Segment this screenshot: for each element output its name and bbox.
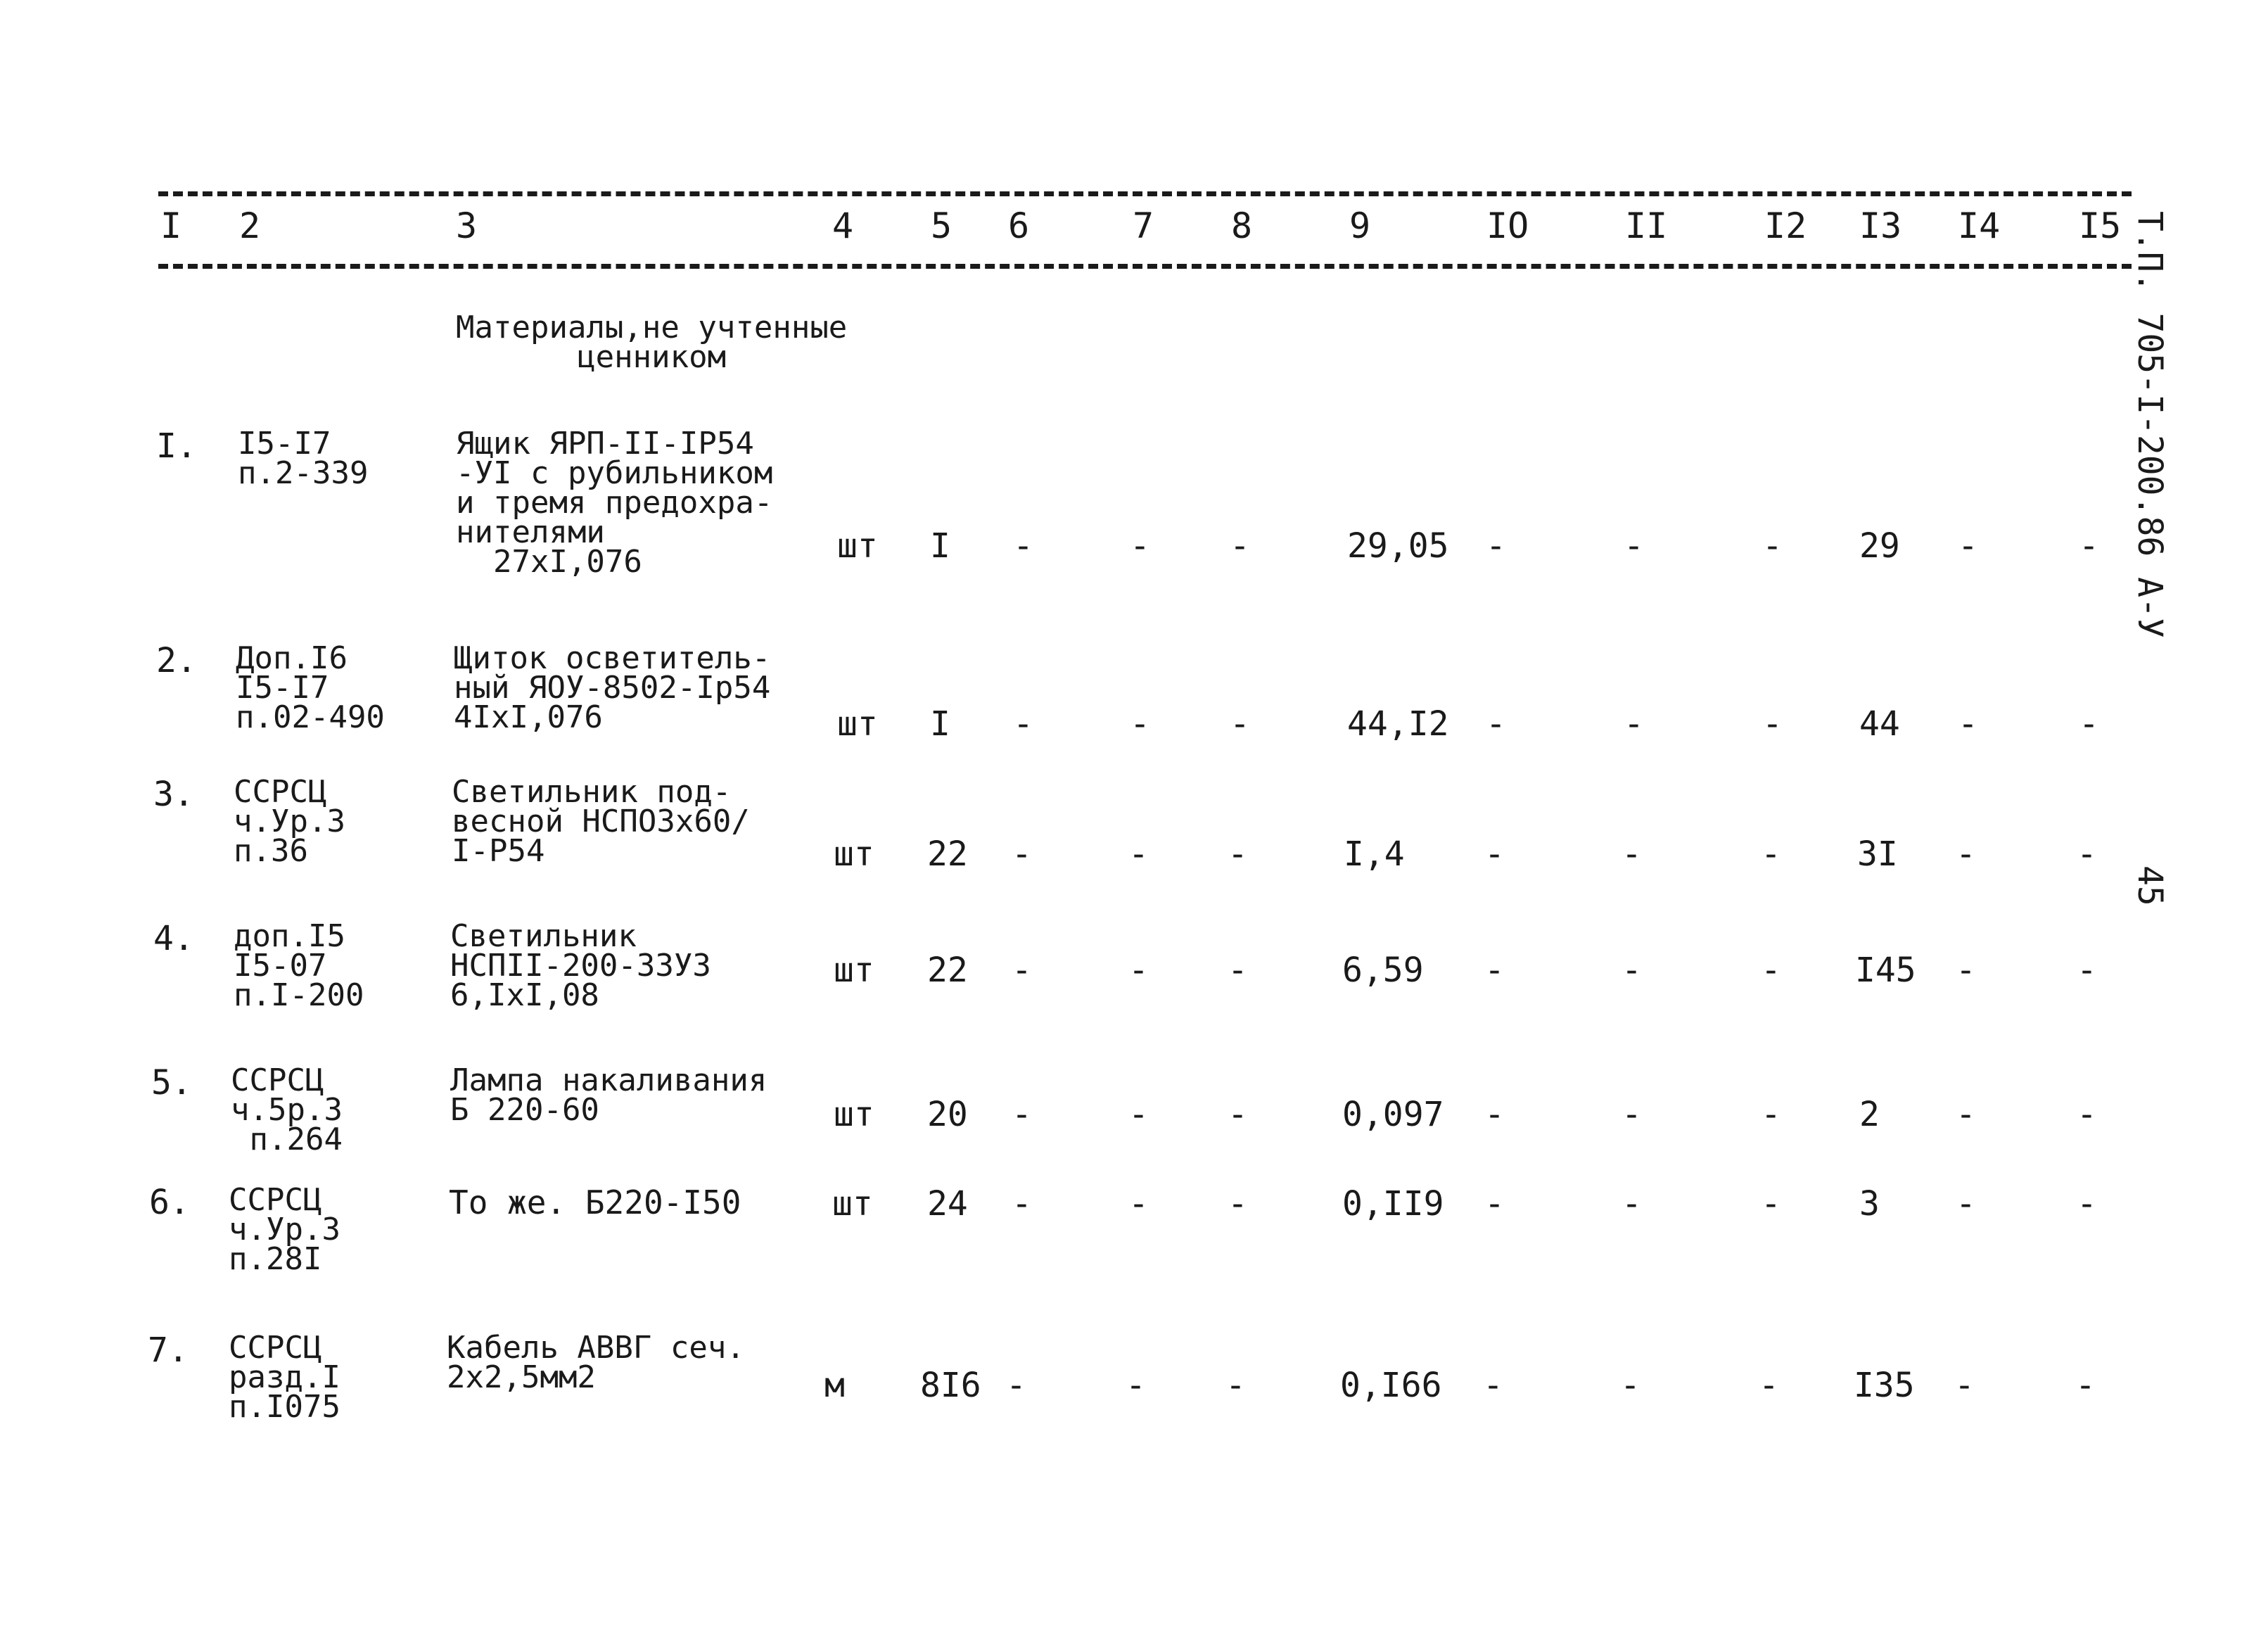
column-header-12: I2 bbox=[1764, 205, 1807, 246]
col10-value: - bbox=[1486, 704, 1506, 744]
unit: шт bbox=[832, 1184, 873, 1224]
unit-price: I,4 bbox=[1344, 834, 1405, 874]
price-code: ССРСЦ ч.5р.3 п.264 bbox=[231, 1062, 343, 1157]
section-title: Материалы,не учтенные ценником bbox=[456, 310, 848, 375]
unit: шт bbox=[837, 526, 878, 566]
col7-value: - bbox=[1126, 1366, 1146, 1405]
total-cost: I45 bbox=[1855, 951, 1916, 990]
quantity: 22 bbox=[927, 951, 968, 990]
col6-value: - bbox=[1012, 1184, 1032, 1224]
col10-value: - bbox=[1483, 1366, 1503, 1405]
quantity: I bbox=[930, 704, 950, 744]
unit-price: 0,I66 bbox=[1340, 1366, 1442, 1405]
column-header-9: 9 bbox=[1349, 205, 1371, 246]
column-header-15: I5 bbox=[2079, 205, 2122, 246]
col7-value: - bbox=[1128, 951, 1149, 990]
total-cost: 3 bbox=[1859, 1184, 1880, 1224]
col14-value: - bbox=[1956, 834, 1976, 874]
col14-value: - bbox=[1956, 1095, 1976, 1134]
price-code: I5-I7 п.2-339 bbox=[238, 426, 369, 491]
col15-value: - bbox=[2077, 951, 2097, 990]
item-name: Светильник НСПII-200-33УЗ 6,IxI,08 bbox=[450, 918, 711, 1013]
col14-value: - bbox=[1958, 704, 1978, 744]
row-number: I. bbox=[156, 426, 197, 466]
col12-value: - bbox=[1762, 704, 1783, 744]
row-number: 3. bbox=[153, 775, 194, 814]
unit-price: 44,I2 bbox=[1347, 704, 1449, 744]
unit: шт bbox=[834, 834, 874, 874]
row-number: 7. bbox=[148, 1330, 189, 1370]
col10-value: - bbox=[1486, 526, 1506, 566]
col6-value: - bbox=[1012, 834, 1032, 874]
unit: шт bbox=[834, 951, 874, 990]
total-cost: 3I bbox=[1857, 834, 1898, 874]
column-header-8: 8 bbox=[1231, 205, 1253, 246]
unit-price: 29,05 bbox=[1347, 526, 1449, 566]
header-top-rule bbox=[158, 191, 2132, 196]
item-name: Светильник под- весной НСПО3x60/ I-P54 bbox=[452, 774, 750, 869]
col15-value: - bbox=[2077, 1095, 2097, 1134]
item-name: Кабель АВВГ сеч. 2x2,5мм2 bbox=[447, 1330, 745, 1395]
col7-value: - bbox=[1130, 526, 1150, 566]
item-name: Ящик ЯРП-II-IP54 -УI с рубильником и тремя предохра- нителями 27xI,076 bbox=[456, 426, 773, 580]
col12-value: - bbox=[1759, 1366, 1779, 1405]
price-code: ССРСЦ разд.I п.I075 bbox=[229, 1330, 340, 1425]
price-code: Доп.I6 I5-I7 п.02-490 bbox=[236, 640, 385, 735]
col10-value: - bbox=[1484, 834, 1505, 874]
col6-value: - bbox=[1012, 1095, 1032, 1134]
col14-value: - bbox=[1956, 1184, 1976, 1224]
col10-value: - bbox=[1484, 951, 1505, 990]
col12-value: - bbox=[1762, 526, 1783, 566]
col12-value: - bbox=[1761, 951, 1781, 990]
column-header-14: I4 bbox=[1958, 205, 2001, 246]
col15-value: - bbox=[2079, 704, 2099, 744]
col6-value: - bbox=[1013, 704, 1033, 744]
item-name: Щиток осветитель- ный ЯОУ-8502-Iр54 4IxI,076 bbox=[454, 640, 771, 735]
col11-value: - bbox=[1624, 704, 1644, 744]
column-header-7: 7 bbox=[1133, 205, 1154, 246]
total-cost: 2 bbox=[1859, 1095, 1880, 1134]
price-code: ССРСЦ ч.Ур.3 п.28I bbox=[229, 1182, 340, 1277]
col10-value: - bbox=[1484, 1184, 1505, 1224]
col7-value: - bbox=[1128, 834, 1149, 874]
column-header-10: IO bbox=[1486, 205, 1529, 246]
quantity: I bbox=[930, 526, 950, 566]
col7-value: - bbox=[1130, 704, 1150, 744]
col8-value: - bbox=[1230, 526, 1250, 566]
unit-price: 0,II9 bbox=[1342, 1184, 1444, 1224]
col14-value: - bbox=[1954, 1366, 1975, 1405]
header-bottom-rule bbox=[158, 264, 2132, 269]
col8-value: - bbox=[1225, 1366, 1246, 1405]
col7-value: - bbox=[1128, 1095, 1149, 1134]
col11-value: - bbox=[1622, 834, 1642, 874]
col6-value: - bbox=[1013, 526, 1033, 566]
total-cost: 29 bbox=[1859, 526, 1900, 566]
col8-value: - bbox=[1228, 834, 1248, 874]
col8-value: - bbox=[1228, 1095, 1248, 1134]
document-designation: Т.П. 705-I-200.86 А-У bbox=[2130, 211, 2170, 638]
unit: м bbox=[824, 1366, 845, 1405]
unit-price: 6,59 bbox=[1342, 951, 1424, 990]
col8-value: - bbox=[1230, 704, 1250, 744]
col15-value: - bbox=[2077, 834, 2097, 874]
col14-value: - bbox=[1958, 526, 1978, 566]
quantity: 22 bbox=[927, 834, 968, 874]
col7-value: - bbox=[1128, 1184, 1149, 1224]
col14-value: - bbox=[1956, 951, 1976, 990]
col6-value: - bbox=[1006, 1366, 1026, 1405]
page-number: 45 bbox=[2130, 865, 2170, 906]
col6-value: - bbox=[1012, 951, 1032, 990]
unit-price: 0,097 bbox=[1342, 1095, 1444, 1134]
row-number: 5. bbox=[151, 1063, 192, 1103]
col15-value: - bbox=[2077, 1184, 2097, 1224]
column-header-6: 6 bbox=[1008, 205, 1030, 246]
row-number: 2. bbox=[156, 641, 197, 680]
col15-value: - bbox=[2079, 526, 2099, 566]
total-cost: 44 bbox=[1859, 704, 1900, 744]
row-number: 4. bbox=[153, 919, 194, 958]
column-header-1: I bbox=[160, 205, 182, 246]
column-header-2: 2 bbox=[239, 205, 261, 246]
column-header-3: 3 bbox=[456, 205, 478, 246]
quantity: 20 bbox=[927, 1095, 968, 1134]
col8-value: - bbox=[1228, 1184, 1248, 1224]
col10-value: - bbox=[1484, 1095, 1505, 1134]
col11-value: - bbox=[1622, 1184, 1642, 1224]
unit: шт bbox=[834, 1095, 874, 1134]
quantity: 8I6 bbox=[920, 1366, 981, 1405]
unit: шт bbox=[837, 704, 878, 744]
row-number: 6. bbox=[149, 1183, 190, 1222]
col11-value: - bbox=[1622, 951, 1642, 990]
column-header-5: 5 bbox=[931, 205, 953, 246]
item-name: То же. Б220-I50 bbox=[449, 1183, 741, 1221]
col8-value: - bbox=[1228, 951, 1248, 990]
quantity: 24 bbox=[927, 1184, 968, 1224]
price-code: доп.I5 I5-07 п.I-200 bbox=[234, 918, 364, 1013]
column-header-11: II bbox=[1625, 205, 1668, 246]
col11-value: - bbox=[1622, 1095, 1642, 1134]
column-header-13: I3 bbox=[1859, 205, 1902, 246]
col12-value: - bbox=[1761, 834, 1781, 874]
total-cost: I35 bbox=[1854, 1366, 1915, 1405]
col12-value: - bbox=[1761, 1184, 1781, 1224]
col15-value: - bbox=[2075, 1366, 2096, 1405]
item-name: Лампа накаливания Б 220-60 bbox=[450, 1062, 767, 1128]
column-header-4: 4 bbox=[832, 205, 854, 246]
col11-value: - bbox=[1624, 526, 1644, 566]
col12-value: - bbox=[1761, 1095, 1781, 1134]
price-code: ССРСЦ ч.Ур.3 п.36 bbox=[234, 774, 345, 869]
col11-value: - bbox=[1620, 1366, 1641, 1405]
